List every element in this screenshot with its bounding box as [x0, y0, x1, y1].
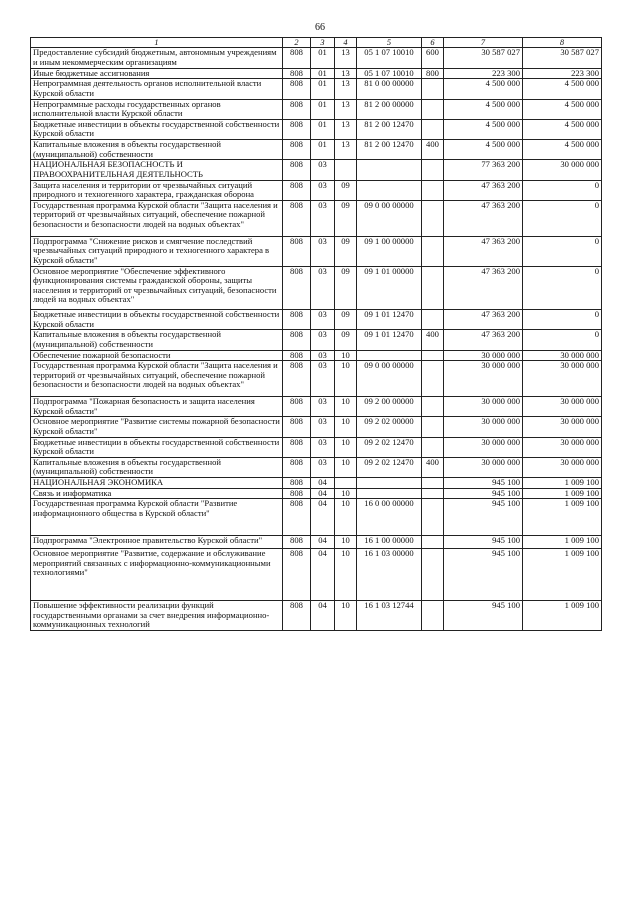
cell-target-article [357, 488, 422, 499]
cell-amount-year-1: 4 500 000 [444, 79, 523, 99]
cell-ministry: 808 [283, 350, 311, 361]
cell-target-article: 16 1 03 12744 [357, 601, 422, 631]
cell-section: 01 [311, 140, 335, 160]
cell-expense-type [422, 478, 444, 489]
cell-ministry: 808 [283, 499, 311, 535]
cell-subsection [335, 160, 357, 180]
cell-name: Обеспечение пожарной безопасности [31, 350, 283, 361]
cell-name: НАЦИОНАЛЬНАЯ БЕЗОПАСНОСТЬ И ПРАВООХРАНИТЕЛЬНАЯ ДЕЯТЕЛЬНОСТЬ [31, 160, 283, 180]
cell-amount-year-1: 47 363 200 [444, 330, 523, 350]
page-number: 66 [315, 22, 325, 33]
cell-name: Подпрограмма "Электронное правительство Курской области" [31, 535, 283, 549]
cell-target-article: 81 2 00 12470 [357, 140, 422, 160]
cell-amount-year-2: 1 009 100 [523, 601, 602, 631]
cell-target-article: 16 0 00 00000 [357, 499, 422, 535]
cell-target-article [357, 350, 422, 361]
cell-subsection: 10 [335, 601, 357, 631]
table-row [31, 236, 602, 266]
column-header: 1 [31, 38, 283, 48]
cell-amount-year-1: 47 363 200 [444, 180, 523, 200]
cell-expense-type [422, 535, 444, 549]
cell-subsection: 10 [335, 549, 357, 601]
cell-section: 03 [311, 417, 335, 437]
table-row [31, 200, 602, 236]
cell-target-article: 81 2 00 00000 [357, 99, 422, 119]
cell-amount-year-1: 945 100 [444, 535, 523, 549]
cell-expense-type: 800 [422, 68, 444, 79]
cell-ministry: 808 [283, 310, 311, 330]
column-header: 2 [283, 38, 311, 48]
cell-amount-year-2: 0 [523, 200, 602, 236]
cell-section: 01 [311, 119, 335, 139]
cell-subsection: 09 [335, 236, 357, 266]
cell-amount-year-2: 4 500 000 [523, 99, 602, 119]
cell-amount-year-2: 30 000 000 [523, 417, 602, 437]
cell-amount-year-2: 30 000 000 [523, 160, 602, 180]
cell-amount-year-2: 223 300 [523, 68, 602, 79]
table-row [31, 180, 602, 200]
cell-target-article: 09 0 00 00000 [357, 361, 422, 397]
cell-target-article [357, 478, 422, 489]
table-row [31, 457, 602, 477]
cell-amount-year-1: 30 000 000 [444, 350, 523, 361]
cell-amount-year-2: 1 009 100 [523, 499, 602, 535]
cell-expense-type: 400 [422, 330, 444, 350]
cell-target-article: 09 1 01 12470 [357, 330, 422, 350]
cell-subsection: 10 [335, 535, 357, 549]
cell-amount-year-2: 30 587 027 [523, 48, 602, 68]
cell-subsection: 10 [335, 437, 357, 457]
cell-target-article: 09 2 02 12470 [357, 457, 422, 477]
cell-section: 01 [311, 48, 335, 68]
cell-ministry: 808 [283, 68, 311, 79]
cell-amount-year-2: 30 000 000 [523, 457, 602, 477]
table-row [31, 549, 602, 601]
cell-ministry: 808 [283, 79, 311, 99]
cell-ministry: 808 [283, 99, 311, 119]
cell-target-article: 09 2 00 00000 [357, 397, 422, 417]
cell-amount-year-1: 30 000 000 [444, 457, 523, 477]
cell-section: 04 [311, 488, 335, 499]
cell-target-article: 09 1 01 12470 [357, 310, 422, 330]
cell-ministry: 808 [283, 457, 311, 477]
column-header: 7 [444, 38, 523, 48]
cell-amount-year-2: 30 000 000 [523, 397, 602, 417]
cell-expense-type [422, 350, 444, 361]
cell-section: 03 [311, 397, 335, 417]
cell-section: 03 [311, 361, 335, 397]
cell-target-article [357, 180, 422, 200]
cell-section: 04 [311, 478, 335, 489]
cell-expense-type [422, 180, 444, 200]
cell-amount-year-2: 0 [523, 310, 602, 330]
cell-subsection: 10 [335, 499, 357, 535]
cell-section: 03 [311, 160, 335, 180]
cell-name: Бюджетные инвестиции в объекты государственной собственности Курской области [31, 310, 283, 330]
cell-ministry: 808 [283, 601, 311, 631]
cell-section: 03 [311, 457, 335, 477]
cell-section: 04 [311, 535, 335, 549]
cell-expense-type [422, 499, 444, 535]
cell-ministry: 808 [283, 266, 311, 310]
cell-subsection: 09 [335, 266, 357, 310]
table-row [31, 119, 602, 139]
cell-section: 03 [311, 180, 335, 200]
table-row [31, 535, 602, 549]
cell-amount-year-2: 0 [523, 180, 602, 200]
cell-ministry: 808 [283, 160, 311, 180]
cell-section: 04 [311, 499, 335, 535]
cell-target-article: 16 1 00 00000 [357, 535, 422, 549]
cell-ministry: 808 [283, 437, 311, 457]
table-row [31, 330, 602, 350]
cell-amount-year-1: 30 000 000 [444, 417, 523, 437]
cell-subsection: 13 [335, 68, 357, 79]
cell-subsection: 13 [335, 99, 357, 119]
cell-ministry: 808 [283, 119, 311, 139]
cell-amount-year-1: 30 587 027 [444, 48, 523, 68]
table-row [31, 499, 602, 535]
cell-expense-type [422, 417, 444, 437]
cell-name: Непрограммная деятельность органов исполнительной власти Курской области [31, 79, 283, 99]
section-row [31, 160, 602, 180]
table-row [31, 310, 602, 330]
cell-subsection: 09 [335, 180, 357, 200]
cell-subsection: 10 [335, 361, 357, 397]
table-row [31, 417, 602, 437]
cell-subsection: 13 [335, 140, 357, 160]
cell-name: Иные бюджетные ассигнования [31, 68, 283, 79]
cell-ministry: 808 [283, 488, 311, 499]
cell-expense-type: 600 [422, 48, 444, 68]
cell-expense-type [422, 119, 444, 139]
column-header: 3 [311, 38, 335, 48]
table-body [31, 48, 602, 631]
cell-ministry: 808 [283, 200, 311, 236]
cell-name: Бюджетные инвестиции в объекты государственной собственности Курской области [31, 437, 283, 457]
cell-section: 04 [311, 601, 335, 631]
cell-ministry: 808 [283, 140, 311, 160]
cell-expense-type [422, 99, 444, 119]
table-row [31, 601, 602, 631]
cell-name: Капитальные вложения в объекты государственной (муниципальной) собственности [31, 140, 283, 160]
table-row [31, 140, 602, 160]
cell-name: Связь и информатика [31, 488, 283, 499]
cell-name: Бюджетные инвестиции в объекты государственной собственности Курской области [31, 119, 283, 139]
cell-amount-year-1: 47 363 200 [444, 266, 523, 310]
cell-expense-type [422, 79, 444, 99]
column-header: 4 [335, 38, 357, 48]
cell-section: 03 [311, 236, 335, 266]
cell-subsection [335, 478, 357, 489]
cell-name: Капитальные вложения в объекты государственной (муниципальной) собственности [31, 330, 283, 350]
cell-target-article [357, 160, 422, 180]
cell-target-article: 09 1 00 00000 [357, 236, 422, 266]
cell-name: Капитальные вложения в объекты государственной (муниципальной) собственности [31, 457, 283, 477]
cell-target-article: 16 1 03 00000 [357, 549, 422, 601]
cell-target-article: 81 0 00 00000 [357, 79, 422, 99]
table-row [31, 266, 602, 310]
cell-target-article: 81 2 00 12470 [357, 119, 422, 139]
cell-name: НАЦИОНАЛЬНАЯ ЭКОНОМИКА [31, 478, 283, 489]
table-row [31, 361, 602, 397]
cell-name: Основное мероприятие "Обеспечение эффективного функционирования системы гражданской обороны, защиты населения и территорий от чрезвычайных ситуаций, безопасности людей на водных объектах" [31, 266, 283, 310]
cell-target-article: 09 2 02 12470 [357, 437, 422, 457]
cell-expense-type [422, 549, 444, 601]
cell-expense-type [422, 361, 444, 397]
cell-expense-type [422, 397, 444, 417]
cell-amount-year-1: 945 100 [444, 488, 523, 499]
table-row [31, 99, 602, 119]
cell-ministry: 808 [283, 478, 311, 489]
cell-ministry: 808 [283, 48, 311, 68]
cell-subsection: 10 [335, 417, 357, 437]
cell-amount-year-1: 945 100 [444, 549, 523, 601]
cell-name: Подпрограмма "Пожарная безопасность и защита населения Курской области" [31, 397, 283, 417]
cell-subsection: 10 [335, 397, 357, 417]
table-row [31, 79, 602, 99]
cell-amount-year-2: 30 000 000 [523, 350, 602, 361]
cell-amount-year-2: 30 000 000 [523, 437, 602, 457]
cell-name: Основное мероприятие "Развитие системы пожарной безопасности Курской области" [31, 417, 283, 437]
cell-section: 01 [311, 68, 335, 79]
cell-amount-year-2: 4 500 000 [523, 79, 602, 99]
cell-ministry: 808 [283, 397, 311, 417]
cell-amount-year-2: 0 [523, 330, 602, 350]
cell-amount-year-1: 77 363 200 [444, 160, 523, 180]
cell-expense-type [422, 601, 444, 631]
cell-expense-type [422, 266, 444, 310]
cell-ministry: 808 [283, 361, 311, 397]
cell-section: 01 [311, 99, 335, 119]
cell-section: 03 [311, 310, 335, 330]
cell-amount-year-2: 1 009 100 [523, 549, 602, 601]
cell-target-article: 09 2 02 00000 [357, 417, 422, 437]
cell-section: 03 [311, 437, 335, 457]
cell-expense-type: 400 [422, 140, 444, 160]
cell-amount-year-2: 0 [523, 266, 602, 310]
cell-name: Государственная программа Курской области "Развитие информационного общества в Курской области" [31, 499, 283, 535]
table-row [31, 48, 602, 68]
cell-expense-type [422, 437, 444, 457]
cell-section: 01 [311, 79, 335, 99]
cell-amount-year-1: 4 500 000 [444, 99, 523, 119]
cell-amount-year-2: 4 500 000 [523, 119, 602, 139]
column-header: 6 [422, 38, 444, 48]
section-row [31, 478, 602, 489]
cell-target-article: 09 0 00 00000 [357, 200, 422, 236]
cell-amount-year-1: 30 000 000 [444, 437, 523, 457]
cell-target-article: 09 1 01 00000 [357, 266, 422, 310]
cell-amount-year-2: 30 000 000 [523, 361, 602, 397]
cell-amount-year-1: 223 300 [444, 68, 523, 79]
cell-subsection: 10 [335, 457, 357, 477]
cell-name: Государственная программа Курской области "Защита населения и территорий от чрезвычайных ситуаций, обеспечение пожарной безопасности и безопасности людей на водных объектах" [31, 361, 283, 397]
cell-section: 03 [311, 350, 335, 361]
cell-subsection: 13 [335, 48, 357, 68]
cell-amount-year-2: 0 [523, 236, 602, 266]
cell-ministry: 808 [283, 236, 311, 266]
cell-subsection: 09 [335, 310, 357, 330]
cell-subsection: 09 [335, 330, 357, 350]
cell-expense-type [422, 200, 444, 236]
cell-section: 04 [311, 549, 335, 601]
cell-subsection: 10 [335, 350, 357, 361]
cell-amount-year-2: 4 500 000 [523, 140, 602, 160]
column-header: 8 [523, 38, 602, 48]
cell-amount-year-1: 47 363 200 [444, 310, 523, 330]
cell-amount-year-1: 47 363 200 [444, 200, 523, 236]
cell-expense-type [422, 310, 444, 330]
cell-subsection: 10 [335, 488, 357, 499]
cell-amount-year-1: 30 000 000 [444, 397, 523, 417]
column-header: 5 [357, 38, 422, 48]
cell-amount-year-1: 945 100 [444, 499, 523, 535]
cell-subsection: 13 [335, 79, 357, 99]
cell-ministry: 808 [283, 535, 311, 549]
cell-expense-type [422, 236, 444, 266]
cell-amount-year-1: 945 100 [444, 601, 523, 631]
table-row [31, 488, 602, 499]
cell-target-article: 05 1 07 10010 [357, 68, 422, 79]
cell-ministry: 808 [283, 180, 311, 200]
table-row [31, 68, 602, 79]
cell-amount-year-2: 1 009 100 [523, 478, 602, 489]
cell-ministry: 808 [283, 330, 311, 350]
cell-name: Повышение эффективности реализации функций государственными органами за счет внедрения информационно-коммуникационных технологий [31, 601, 283, 631]
cell-section: 03 [311, 200, 335, 236]
cell-name: Защита населения и территории от чрезвычайных ситуаций природного и техногенного характера, гражданская оборона [31, 180, 283, 200]
budget-table [30, 37, 602, 631]
cell-amount-year-1: 47 363 200 [444, 236, 523, 266]
cell-name: Непрограммные расходы государственных органов исполнительной власти Курской области [31, 99, 283, 119]
table-row [31, 397, 602, 417]
cell-ministry: 808 [283, 417, 311, 437]
cell-amount-year-1: 4 500 000 [444, 140, 523, 160]
cell-section: 03 [311, 266, 335, 310]
cell-amount-year-1: 4 500 000 [444, 119, 523, 139]
cell-amount-year-1: 30 000 000 [444, 361, 523, 397]
cell-section: 03 [311, 330, 335, 350]
cell-target-article: 05 1 07 10010 [357, 48, 422, 68]
table-row [31, 350, 602, 361]
table-row [31, 437, 602, 457]
cell-expense-type: 400 [422, 457, 444, 477]
cell-name: Государственная программа Курской области "Защита населения и территорий от чрезвычайных ситуаций, обеспечение пожарной безопасности и безопасности людей на водных объектах" [31, 200, 283, 236]
cell-amount-year-1: 945 100 [444, 478, 523, 489]
cell-amount-year-2: 1 009 100 [523, 488, 602, 499]
cell-name: Подпрограмма "Снижение рисков и смягчение последствий чрезвычайных ситуаций природного и техногенного характера в Курской области" [31, 236, 283, 266]
column-header-row [31, 38, 602, 48]
cell-ministry: 808 [283, 549, 311, 601]
cell-name: Основное мероприятие "Развитие, содержание и обслуживание мероприятий связанных с информационно-коммуникационными технологиями" [31, 549, 283, 601]
cell-expense-type [422, 160, 444, 180]
cell-amount-year-2: 1 009 100 [523, 535, 602, 549]
cell-subsection: 09 [335, 200, 357, 236]
cell-name: Предоставление субсидий бюджетным, автономным учреждениям и иным некоммерческим организациям [31, 48, 283, 68]
cell-subsection: 13 [335, 119, 357, 139]
cell-expense-type [422, 488, 444, 499]
